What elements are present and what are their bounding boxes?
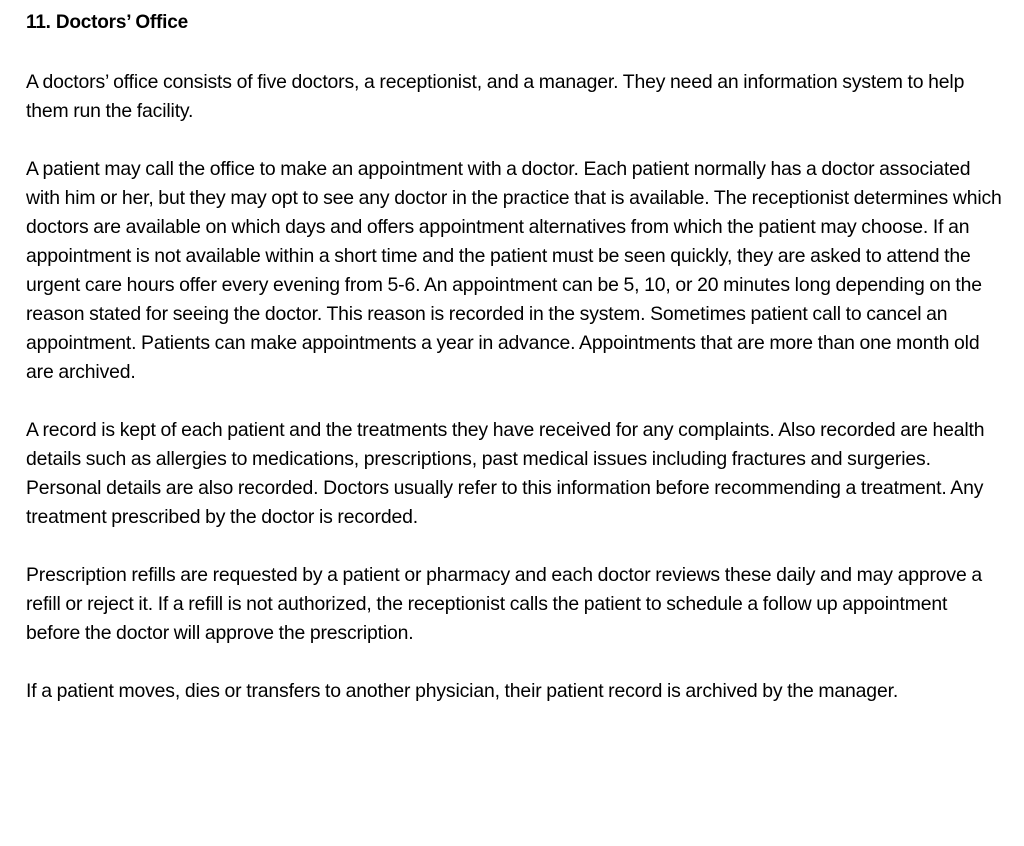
paragraph-appointments: A patient may call the office to make an appointment with a doctor. Each patient normally has a doctor associated with him or her, but they may opt to see any doctor in the practice that is available. The receptionist determines which doctors are available on which days and offers appointment alternatives from which the patient may choose. If an appointment is not available within a short time and the patient must be seen quickly, they are asked to attend the urgent care hours offer every evening from 5-6. An appointment can be 5, 10, or 20 minutes long depending on the reason stated for seeing the doctor. This reason is recorded in the system. Sometimes patient call to cancel an appointment. Patients can make appointments a year in advance. Appointments that are more than one month old are archived. bbox=[26, 158, 1002, 383]
spacer bbox=[26, 387, 1004, 416]
paragraph-overview: A doctors’ office consists of five doctors, a receptionist, and a manager. They need an information system to help them run the facility. bbox=[26, 71, 965, 122]
paragraph-patient-records: A record is kept of each patient and the treatments they have received for any complaints. Also recorded are health details such as allergies to medications, prescriptions, past medical issues including fractures and surgeries. Personal details are also recorded. Doctors usually refer to this information before recommending a treatment. Any treatment prescribed by the doctor is recorded. bbox=[26, 419, 985, 528]
document-title: 11. Doctors’ Office bbox=[26, 12, 188, 33]
spacer bbox=[26, 648, 1004, 677]
spacer bbox=[26, 126, 1004, 155]
paragraph-prescription-refills: Prescription refills are requested by a patient or pharmacy and each doctor reviews these daily and may approve a refill or reject it. If a refill is not authorized, the receptionist calls the patient to schedule a follow up appointment before the doctor will approve the prescription. bbox=[26, 564, 982, 644]
spacer bbox=[26, 36, 1004, 68]
document-page bbox=[26, 10, 1004, 706]
spacer bbox=[26, 532, 1004, 561]
paragraph-archiving: If a patient moves, dies or transfers to another physician, their patient record is archived by the manager. bbox=[26, 680, 899, 702]
